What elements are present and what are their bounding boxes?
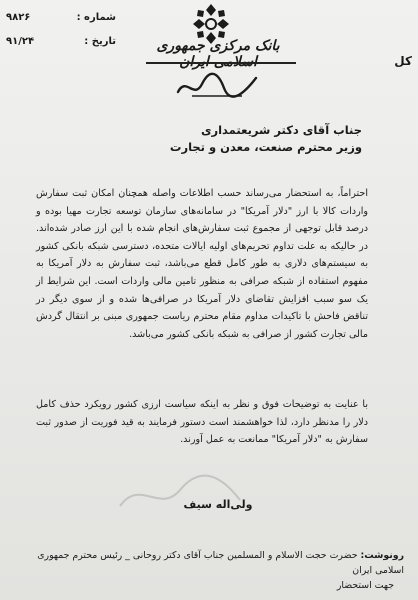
letter-meta bbox=[6, 6, 116, 54]
corner-mark: کل bbox=[394, 54, 412, 68]
addressee-title: وزیر محترم صنعت، معدن و تجارت bbox=[169, 140, 362, 154]
header-divider bbox=[146, 62, 296, 64]
number-value: ۹۸۲۶ bbox=[6, 12, 31, 23]
cc-text: حضرت حجت الاسلام و المسلمین جناب آقای دکتر روحانی _ رئیس محترم جمهوری اسلامی ایران bbox=[37, 550, 404, 576]
date-label: تاریخ : bbox=[84, 36, 116, 47]
cc-purpose: جهت استحضار bbox=[336, 580, 394, 591]
addressee bbox=[62, 122, 362, 156]
calligraphy-signature bbox=[172, 66, 262, 104]
number-row bbox=[6, 6, 116, 30]
cc-label: رونوشت: bbox=[360, 550, 404, 561]
handwritten-signature bbox=[110, 470, 250, 520]
signer-name: ولی‌اله سیف bbox=[183, 498, 253, 511]
copy-recipient bbox=[8, 548, 404, 578]
letter-body: احتراماً، به استحضار می‌رساند حسب اطلاعات واصله همچنان امکان ثبت سفارش واردات کالا با ارز "دلار آمریکا" در سامانه‌های سازمان توسعه تجارت مهیا بوده و درصد قابل توجهی از مجموع ثبت سفارش‌های انجام شده با این ارز صادر شده‌اند. در حالیکه به علت تداوم تحریم‌های اولیه ایالات متحده، دسترسی شبکه بانکی کشور به سیستم‌های دلاری به طور کامل قطع می‌باشد، ثبت سفارش به دلار آمریکا به مفهوم استفاده از شبکه صرافی به منظور تامین مالی واردات است. این شرایط از یک سو سبب افزایش تقاضای دلار آمریکا در صرافی‌ها شده و از سوی دیگر در تناقض فاحش با تاکیدات مداوم مقام محترم ریاست جمهوری مبنی بر انتقال گردش مالی تجارت کشور از صرافی به شبکه بانکی کشور می‌باشد. bbox=[36, 188, 368, 340]
date-row bbox=[6, 30, 116, 54]
bank-name: بانک مرکزی جمهوری اسلامی ایران bbox=[156, 38, 280, 70]
number-label: شماره : bbox=[76, 12, 116, 23]
letter-closing: با عنایت به توضیحات فوق و نظر به اینکه سیاست ارزی کشور رویکرد حذف کامل دلار را مدنظر دارد، لذا خواهشمند است دستور فرمایند به قید فوریت از صدور ثبت سفارش به "دلار آمریکا" ممانعت به عمل آورند. bbox=[36, 399, 368, 446]
date-value: ۹۱/۲۴ bbox=[6, 36, 35, 47]
addressee-name: جناب آقای دکتر شریعتمداری bbox=[200, 123, 362, 137]
